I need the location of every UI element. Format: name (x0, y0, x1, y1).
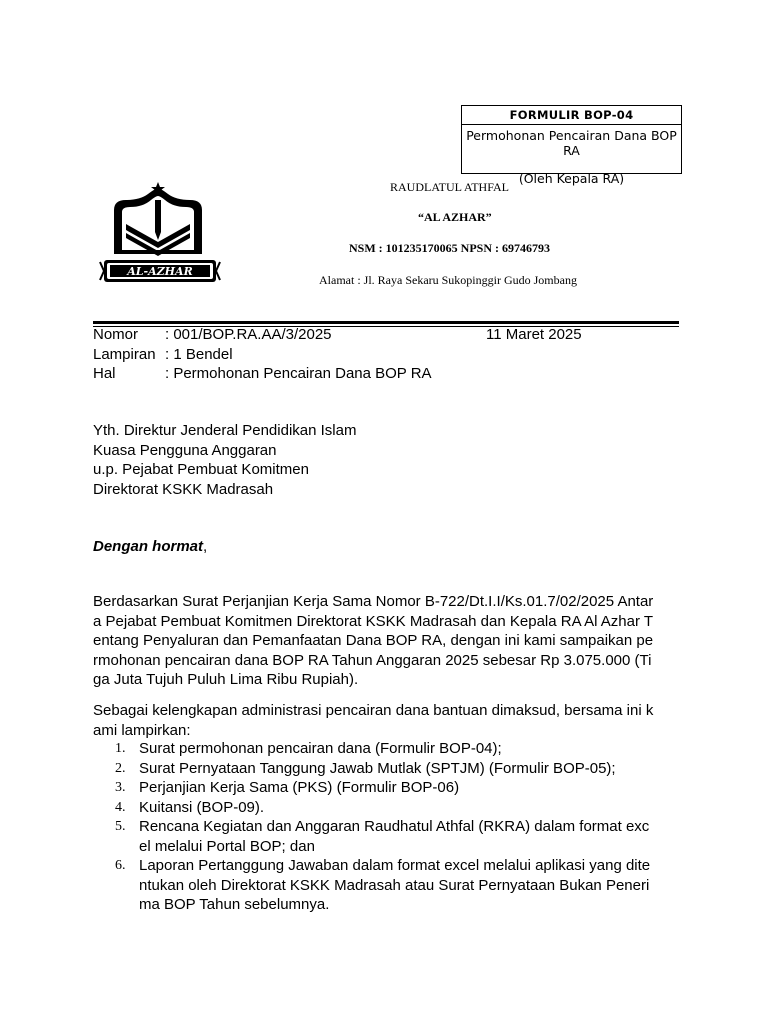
paragraph-line: ami lampirkan: (93, 721, 191, 739)
letter-meta (93, 325, 432, 384)
list-number: 3. (115, 780, 126, 795)
paragraph-line: entang Penyaluran dan Pemanfaatan Dana BOP RA, dengan ini kami sampaikan pe (93, 632, 654, 649)
body-paragraph-2 (93, 701, 677, 740)
salutation (93, 537, 207, 557)
list-item-text: ma BOP Tahun sebelumnya. (139, 896, 330, 913)
form-code-note: (Oleh Kepala RA) (518, 171, 625, 186)
list-item (93, 778, 677, 798)
institution-type: RAUDLATUL ATHFAL (390, 180, 509, 194)
form-code-subtitle: Permohonan Pencairan Dana BOP RA (466, 128, 677, 158)
attachment-list (93, 739, 677, 915)
paragraph-line: ga Juta Tujuh Puluh Lima Ribu Rupiah). (93, 671, 359, 688)
institution-address: Alamat : Jl. Raya Sekaru Sukopinggir Gudo Jombang (319, 273, 577, 287)
list-item-text: Surat permohonan pencairan dana (Formulir BOP-04); (139, 740, 502, 757)
list-item-text: Surat Pernyataan Tanggung Jawab Mutlak (SPTJM) (Formulir BOP-05); (139, 759, 616, 777)
institution-name: “AL AZHAR” (418, 210, 492, 224)
paragraph-line: Berdasarkan Surat Perjanjian Kerja Sama Nomor B-722/Dt.I.I/Ks.01.7/02/2025 Antar (93, 593, 654, 610)
list-number: 2. (115, 760, 126, 776)
list-number: 5. (115, 819, 126, 834)
addressee-line: u.p. Pejabat Pembuat Komitmen (93, 461, 309, 478)
lampiran-label: Lampiran (93, 345, 156, 363)
paragraph-line: a Pejabat Pembuat Komitmen Direktorat KSKK Madrasah dan Kepala RA Al Azhar T (93, 612, 654, 630)
meta-row-lampiran (93, 345, 432, 365)
meta-row-nomor (93, 325, 432, 345)
letter-date: 11 Maret 2025 (486, 326, 582, 343)
body-paragraph-1 (93, 592, 677, 690)
list-item-text: el melalui Portal BOP; dan (139, 837, 315, 855)
list-item-text: Perjanjian Kerja Sama (PKS) (Formulir BOP-06) (139, 779, 460, 796)
list-item (93, 856, 677, 915)
list-number: 1. (115, 741, 126, 756)
addressee-block (93, 421, 356, 499)
list-item (93, 798, 677, 818)
hal-value: : Permohonan Pencairan Dana BOP RA (165, 365, 432, 382)
list-item (93, 739, 677, 759)
nomor-label: Nomor (93, 326, 139, 343)
list-item (93, 817, 677, 856)
hal-label: Hal (93, 365, 116, 382)
salutation-comma: , (203, 538, 208, 555)
form-code-title: FORMULIR BOP-04 (462, 106, 681, 125)
list-number: 4. (115, 799, 126, 815)
logo-text: AL-AZHAR (127, 265, 193, 278)
paragraph-line: rmohonan pencairan dana BOP RA Tahun Anggaran 2025 sebesar Rp 3.075.000 (Ti (93, 651, 652, 669)
form-code-box (461, 105, 682, 186)
addressee-line: Direktorat KSKK Madrasah (93, 480, 274, 498)
salutation-text: Dengan hormat (93, 538, 204, 555)
letterhead-divider-thick (93, 321, 679, 324)
list-item-text: Laporan Pertanggung Jawaban dalam format excel melalui aplikasi yang dite (139, 857, 651, 874)
list-item-text: Rencana Kegiatan dan Anggaran Raudhatul Athfal (RKRA) dalam format exc (139, 818, 650, 835)
addressee-line: Yth. Direktur Jenderal Pendidikan Islam (93, 422, 357, 439)
lampiran-value: : 1 Bendel (165, 345, 233, 363)
list-item-text: ntukan oleh Direktorat KSKK Madrasah atau Surat Pernyataan Bukan Peneri (139, 876, 650, 894)
addressee-line: Kuasa Pengguna Anggaran (93, 441, 277, 459)
list-number: 6. (115, 858, 126, 873)
meta-row-hal (93, 364, 432, 384)
list-item-text: Kuitansi (BOP-09). (139, 798, 265, 816)
paragraph-line: Sebagai kelengkapan administrasi pencairan dana bantuan dimaksud, bersama ini k (93, 702, 654, 719)
al-azhar-logo (98, 180, 222, 286)
list-item (93, 759, 677, 779)
nomor-value: : 001/BOP.RA.AA/3/2025 (165, 326, 332, 343)
institution-ids: NSM : 101235170065 NPSN : 69746793 (349, 241, 550, 255)
